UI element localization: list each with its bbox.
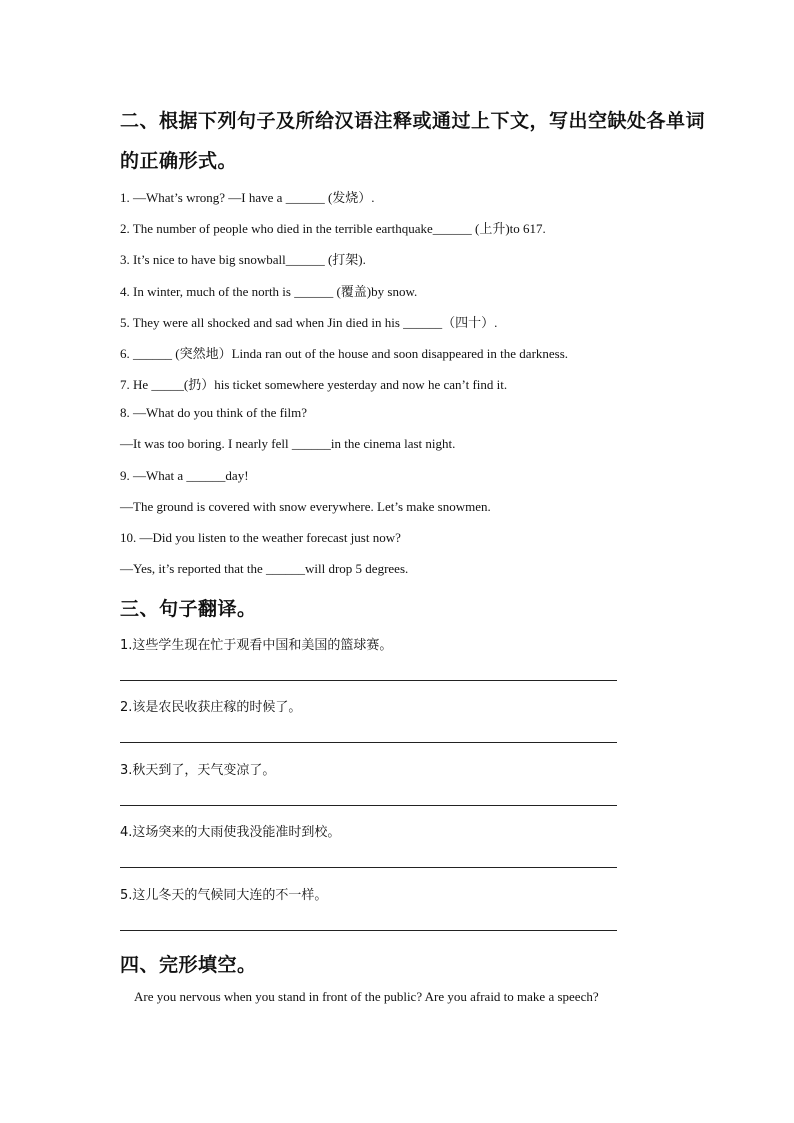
- translation-item-1: 1.这些学生现在忙于观看中国和美国的篮球赛。: [120, 638, 393, 653]
- fill-blank-item-9-question: 9. —What a ______day!: [120, 468, 249, 483]
- translation-item-4: 4.这场突来的大雨使我没能准时到校。: [120, 825, 341, 840]
- answer-line-2[interactable]: [120, 742, 617, 743]
- translation-item-5: 5.这儿冬天的气候同大连的不一样。: [120, 888, 328, 903]
- cloze-paragraph: Are you nervous when you stand in front of the public? Are you afraid to make a speech?: [134, 989, 599, 1004]
- section2-heading-line2: 的正确形式。: [120, 150, 238, 172]
- section4-heading: 四、完形填空。: [120, 954, 257, 976]
- fill-blank-item-10-answer: —Yes, it’s reported that the ______will drop 5 degrees.: [120, 561, 409, 576]
- fill-blank-item-6: 6. ______ (突然地）Linda ran out of the house and soon disappeared in the darkness.: [120, 346, 569, 361]
- answer-line-1[interactable]: [120, 680, 617, 681]
- fill-blank-item-8-question: 8. —What do you think of the film?: [120, 405, 308, 420]
- fill-blank-item-5: 5. They were all shocked and sad when Jin died in his ______（四十）.: [120, 315, 498, 330]
- fill-blank-item-2: 2. The number of people who died in the terrible earthquake______ (上升)to 617.: [120, 221, 546, 236]
- fill-blank-item-10-question: 10. —Did you listen to the weather forecast just now?: [120, 530, 401, 545]
- fill-blank-item-8-answer: —It was too boring. I nearly fell ______in the cinema last night.: [120, 436, 456, 451]
- fill-blank-item-7: 7. He _____(扔）his ticket somewhere yesterday and now he can’t find it.: [120, 377, 508, 392]
- answer-line-4[interactable]: [120, 867, 617, 868]
- fill-blank-item-1: 1. —What’s wrong? —I have a ______ (发烧）.: [120, 190, 375, 205]
- translation-item-2: 2.该是农民收获庄稼的时候了。: [120, 700, 302, 715]
- fill-blank-item-9-answer: —The ground is covered with snow everywhere. Let’s make snowmen.: [120, 499, 491, 514]
- fill-blank-item-4: 4. In winter, much of the north is ______ (覆盖)by snow.: [120, 284, 418, 299]
- section2-heading-line1: 二、根据下列句子及所给汉语注释或通过上下文，写出空缺处各单词: [120, 110, 706, 132]
- section3-heading: 三、句子翻译。: [120, 598, 257, 620]
- fill-blank-item-3: 3. It’s nice to have big snowball______ (打架).: [120, 252, 366, 267]
- answer-line-3[interactable]: [120, 805, 617, 806]
- answer-line-5[interactable]: [120, 930, 617, 931]
- translation-item-3: 3.秋天到了，天气变凉了。: [120, 763, 276, 778]
